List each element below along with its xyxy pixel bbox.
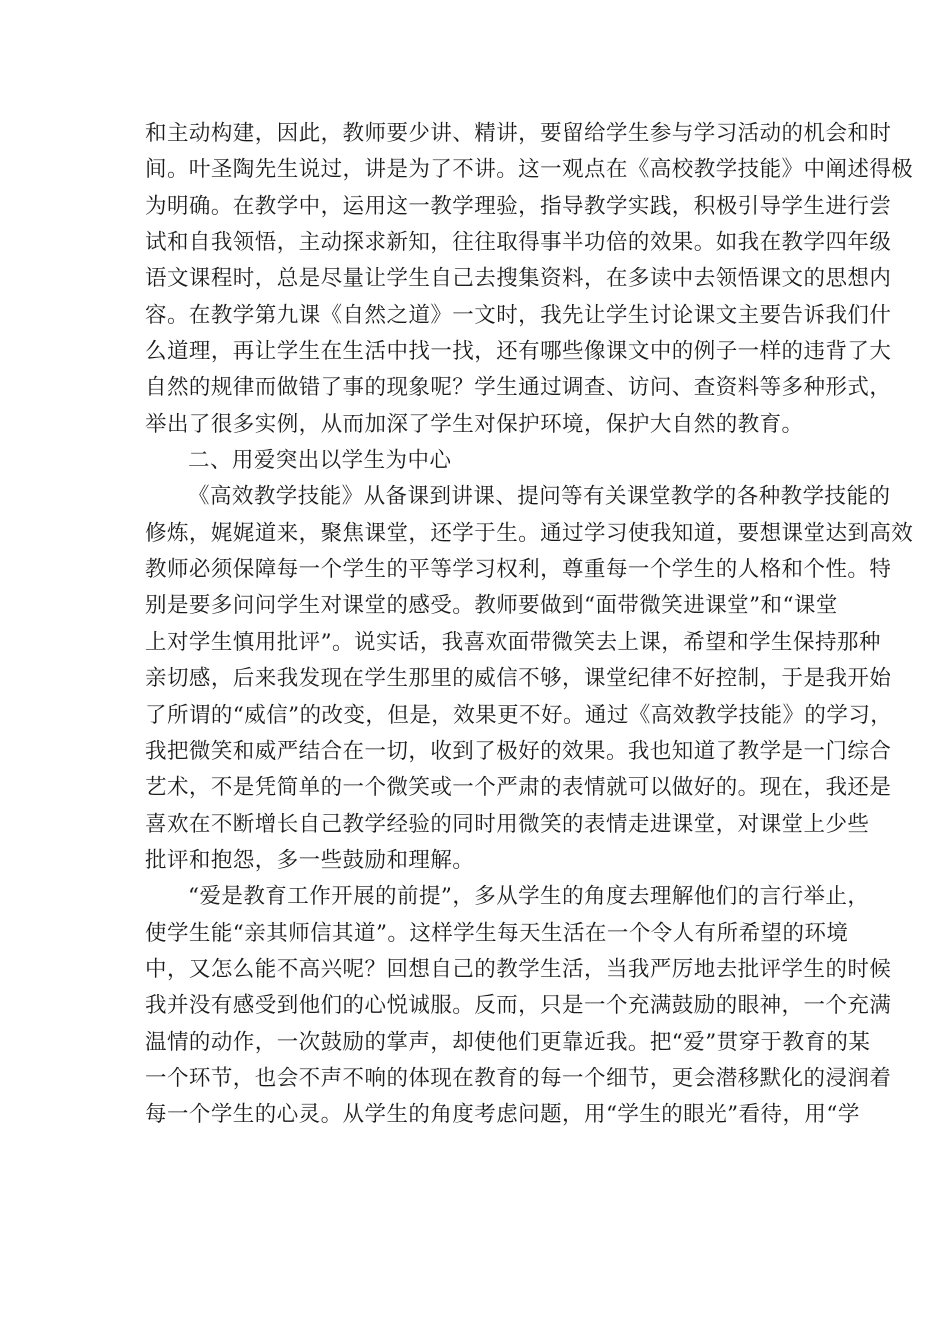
text-line: 上对学生慎用批评”。说实话，我喜欢面带微笑去上课，希望和学生保持那种	[145, 629, 881, 655]
text-line: 和主动构建，因此，教师要少讲、精讲，要留给学生参与学习活动的机会和时	[145, 121, 892, 146]
text-line: 每一个学生的心灵。从学生的角度考虑问题，用“学生的眼光”看待，用“学	[145, 1102, 860, 1128]
text-line: 试和自我领悟，主动探求新知，往往取得事半功倍的效果。如我在教学四年级	[145, 230, 892, 256]
text-line: 亲切感，后来我发现在学生那里的威信不够，课堂纪律不好控制，于是我开始	[145, 666, 892, 692]
text-line: 举出了很多实例，从而加深了学生对保护环境，保护大自然的教育。	[145, 411, 804, 437]
paragraph-first-line: 《高效教学技能》从备课到讲课、提问等有关课堂教学的各种教学技能的	[188, 484, 891, 510]
text-line: 我把微笑和威严结合在一切，收到了极好的效果。我也知道了教学是一门综合	[145, 738, 892, 764]
text-line: 批评和抱怨，多一些鼓励和理解。	[145, 847, 475, 873]
text-line: 温情的动作，一次鼓励的掌声，却使他们更靠近我。把“爱”贯穿于教育的某	[145, 1029, 871, 1055]
text-line: 么道理，再让学生在生活中找一找，还有哪些像课文中的例子一样的违背了大	[145, 339, 892, 365]
text-line: 我并没有感受到他们的心悦诚服。反而，只是一个充满鼓励的眼神，一个充满	[145, 993, 892, 1019]
paragraph-first-line: 二、用爱突出以学生为中心	[188, 448, 452, 474]
text-line: 教师必须保障每一个学生的平等学习权利，尊重每一个学生的人格和个性。特	[145, 557, 892, 583]
text-line: 语文课程时，总是尽量让学生自己去搜集资料，在多读中去领悟课文的思想内	[145, 266, 892, 292]
text-line: 了所谓的“威信”的改变，但是，效果更不好。通过《高效教学技能》的学习，	[145, 702, 893, 728]
text-line: 别是要多问问学生对课堂的感受。教师要做到“面带微笑进课堂”和“课堂	[145, 593, 838, 619]
text-line: 使学生能“亲其师信其道”。这样学生每天生活在一个令人有所希望的环境	[145, 920, 849, 946]
body-text	[145, 116, 914, 1134]
text-line: 中，又怎么能不高兴呢？回想自己的教学生活，当我严厉地去批评学生的时候	[145, 956, 892, 982]
text-line: 喜欢在不断增长自己教学经验的同时用微笑的表情走进课堂，对课堂上少些	[145, 811, 870, 837]
paragraph-first-line: “爱是教育工作开展的前提”，多从学生的角度去理解他们的言行举止，	[188, 884, 870, 910]
text-line: 一个环节，也会不声不响的体现在教育的每一个细节，更会潜移默化的浸润着	[145, 1065, 892, 1091]
text-line: 修炼，娓娓道来，聚焦课堂，还学于生。通过学习使我知道，要想课堂达到高效	[145, 520, 914, 546]
text-line: 间。叶圣陶先生说过，讲是为了不讲。这一观点在《高校教学技能》中阐述得极	[145, 157, 914, 183]
text-line: 为明确。在教学中，运用这一教学理验，指导教学实践，积极引导学生进行尝	[145, 193, 892, 219]
text-line: 容。在教学第九课《自然之道》一文时，我先让学生讨论课文主要告诉我们什	[145, 302, 892, 328]
text-line: 自然的规律而做错了事的现象呢？学生通过调查、访问、查资料等多种形式，	[145, 375, 892, 401]
text-line: 艺术，不是凭简单的一个微笑或一个严肃的表情就可以做好的。现在，我还是	[145, 775, 892, 801]
